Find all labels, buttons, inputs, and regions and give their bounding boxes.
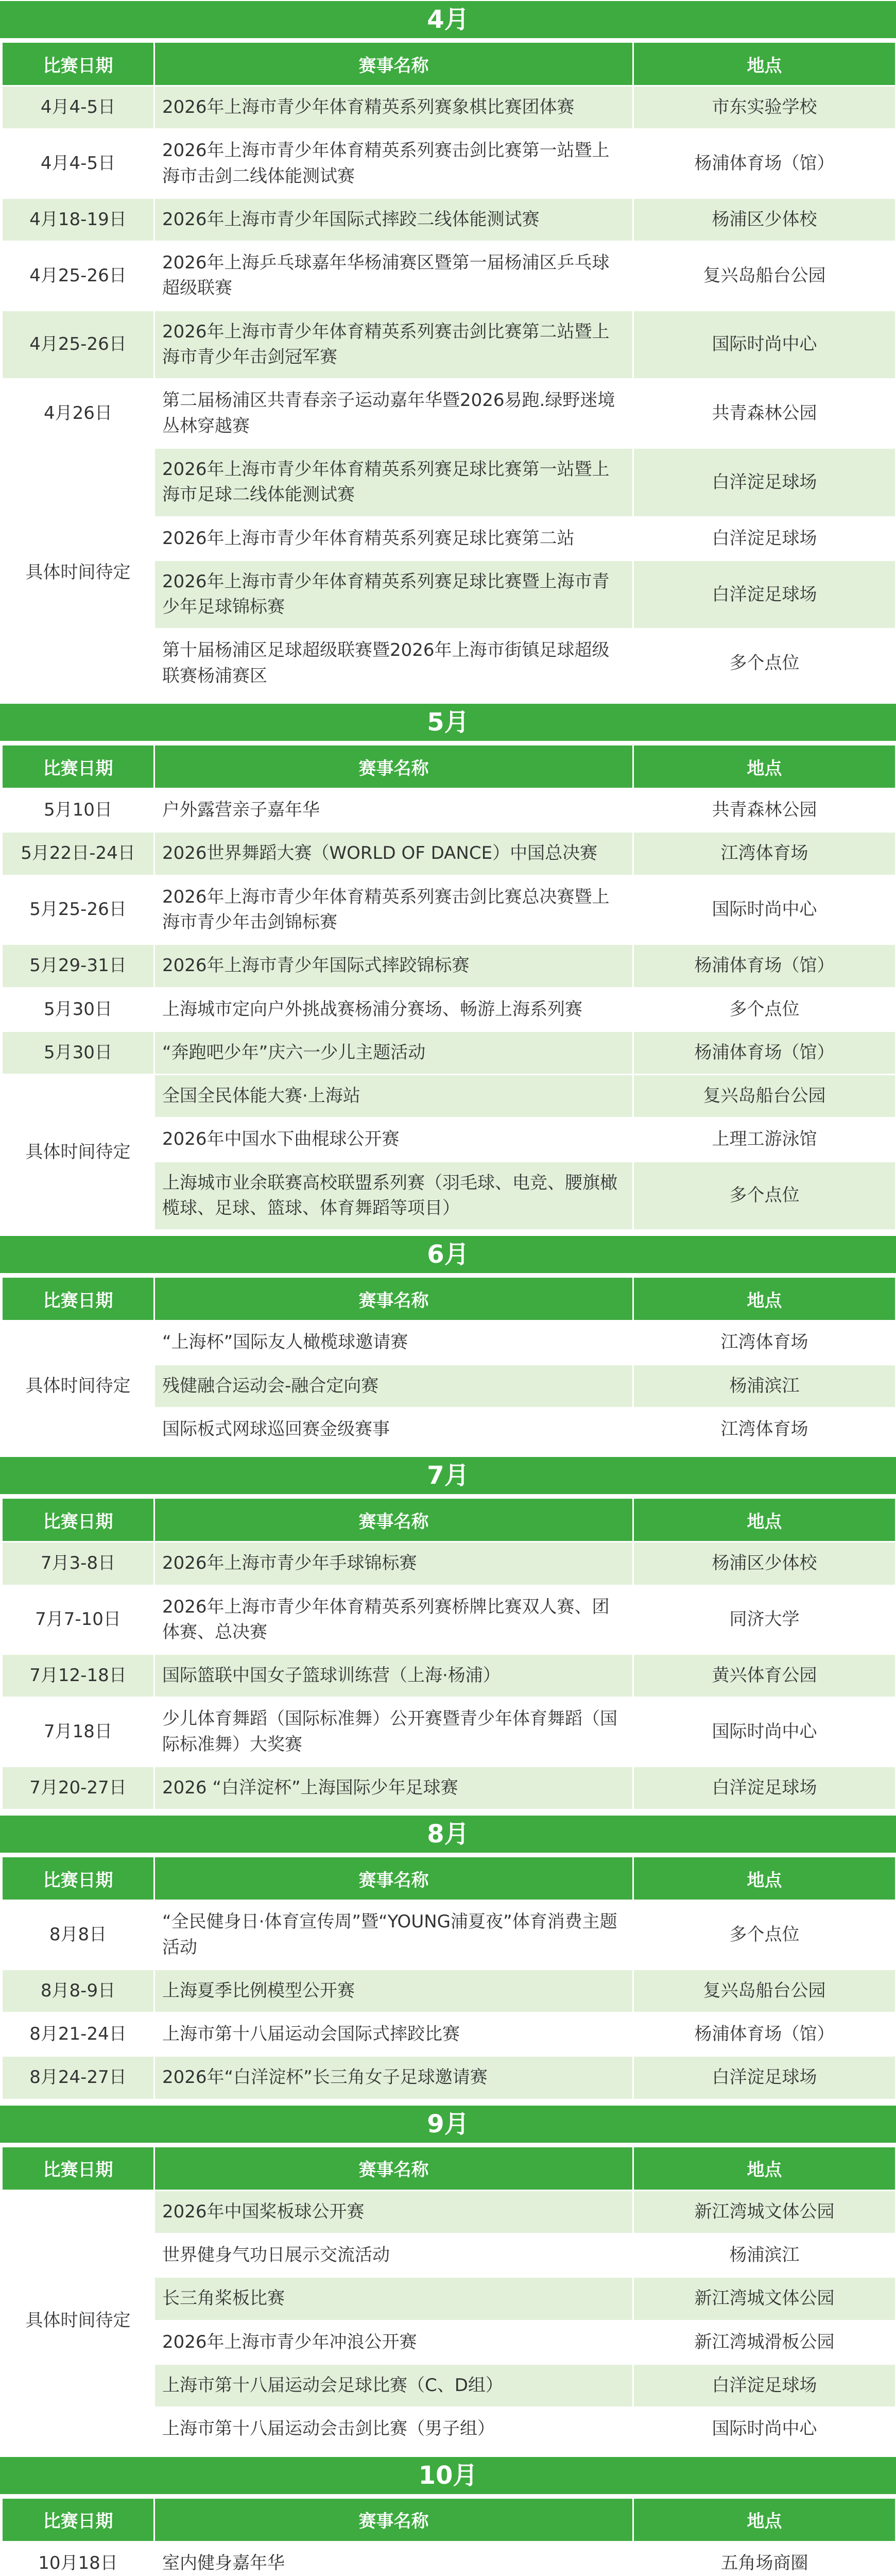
event-venue: 白洋淀足球场	[633, 560, 896, 629]
event-date: 具体时间待定	[2, 1075, 154, 1230]
event-date: 5月29-31日	[2, 944, 154, 988]
event-name: 全国全民体能大赛·上海站	[154, 1075, 633, 1118]
table-row	[2, 832, 896, 875]
header-date: 比赛日期	[2, 1277, 154, 1321]
event-name: 2026年上海市青少年体育精英系列赛足球比赛第二站	[154, 517, 633, 560]
event-name: 国际篮联中国女子篮球训练营（上海·杨浦）	[154, 1654, 633, 1698]
schedule-table	[1, 744, 896, 1231]
event-name: 2026年上海乒乓球嘉年华杨浦赛区暨第一届杨浦区乒乓球超级联赛	[154, 242, 633, 311]
event-date: 7月7-10日	[2, 1585, 154, 1654]
event-venue: 多个点位	[633, 988, 896, 1031]
table-header-row	[2, 1857, 896, 1901]
event-name: “上海杯”国际友人橄榄球邀请赛	[154, 1321, 633, 1364]
event-date: 7月20-27日	[2, 1766, 154, 1809]
table-header-row	[2, 2498, 896, 2541]
event-venue: 白洋淀足球场	[633, 1766, 896, 1809]
header-name: 赛事名称	[154, 2498, 633, 2541]
event-venue: 白洋淀足球场	[633, 448, 896, 517]
event-date: 10月18日	[2, 2541, 154, 2576]
event-name: 2026年上海市青少年体育精英系列赛足球比赛第一站暨上海市足球二线体能测试赛	[154, 448, 633, 517]
event-venue: 杨浦滨江	[633, 2234, 896, 2277]
header-venue: 地点	[633, 1498, 896, 1542]
event-venue: 杨浦区少体校	[633, 1542, 896, 1585]
event-date: 8月8日	[2, 1901, 154, 1970]
header-venue: 地点	[633, 2146, 896, 2190]
event-venue: 白洋淀足球场	[633, 2364, 896, 2407]
table-row	[2, 1766, 896, 1809]
event-venue: 共青森林公园	[633, 379, 896, 448]
month-section	[0, 2457, 896, 2576]
event-date: 具体时间待定	[2, 2190, 154, 2451]
event-venue: 国际时尚中心	[633, 1698, 896, 1767]
table-row	[2, 1654, 896, 1698]
header-venue: 地点	[633, 1857, 896, 1901]
header-name: 赛事名称	[154, 1857, 633, 1901]
event-venue: 国际时尚中心	[633, 2408, 896, 2451]
event-venue: 共青森林公园	[633, 789, 896, 832]
month-section	[0, 1, 896, 699]
table-row	[2, 2013, 896, 2056]
event-venue: 国际时尚中心	[633, 875, 896, 944]
event-name: 2026世界舞蹈大赛（WORLD OF DANCE）中国总决赛	[154, 832, 633, 875]
month-title: 7月	[0, 1457, 896, 1494]
event-name: 2026年上海市青少年体育精英系列赛击剑比赛第二站暨上海市青少年击剑冠军赛	[154, 310, 633, 379]
event-name: 长三角桨板比赛	[154, 2277, 633, 2320]
month-section	[0, 1457, 896, 1810]
table-row	[2, 1031, 896, 1074]
header-name: 赛事名称	[154, 42, 633, 86]
event-date: 8月8-9日	[2, 1969, 154, 2012]
event-date: 8月21-24日	[2, 2013, 154, 2056]
event-name: 2026年上海市青少年体育精英系列赛桥牌比赛双人赛、团体赛、总决赛	[154, 1585, 633, 1654]
header-name: 赛事名称	[154, 1498, 633, 1542]
event-name: 世界健身气功日展示交流活动	[154, 2234, 633, 2277]
event-name: 2026年上海市青少年体育精英系列赛击剑比赛第一站暨上海市击剑二线体能测试赛	[154, 129, 633, 198]
event-name: 2026年上海市青少年体育精英系列赛足球比赛暨上海市青少年足球锦标赛	[154, 560, 633, 629]
header-name: 赛事名称	[154, 1277, 633, 1321]
schedule-table	[1, 1497, 896, 1810]
table-row	[2, 1542, 896, 1585]
event-venue: 复兴岛船台公园	[633, 242, 896, 311]
event-name: 户外露营亲子嘉年华	[154, 789, 633, 832]
header-date: 比赛日期	[2, 1498, 154, 1542]
event-venue: 杨浦体育场（馆）	[633, 2013, 896, 2056]
event-venue: 新江湾城文体公园	[633, 2190, 896, 2233]
event-date: 4月4-5日	[2, 129, 154, 198]
table-header-row	[2, 42, 896, 86]
header-venue: 地点	[633, 2498, 896, 2541]
month-section	[0, 1816, 896, 2100]
event-date: 5月30日	[2, 988, 154, 1031]
event-venue: 白洋淀足球场	[633, 517, 896, 560]
table-header-row	[2, 745, 896, 789]
event-date: 7月18日	[2, 1698, 154, 1767]
event-venue: 江湾体育场	[633, 1408, 896, 1451]
event-name: 2026年上海市青少年体育精英系列赛象棋比赛团体赛	[154, 86, 633, 129]
event-name: 2026年上海市青少年国际式摔跤锦标赛	[154, 944, 633, 988]
event-venue: 复兴岛船台公园	[633, 1969, 896, 2012]
event-name: 室内健身嘉年华	[154, 2541, 633, 2576]
event-name: 国际板式网球巡回赛金级赛事	[154, 1408, 633, 1451]
event-date: 5月22日-24日	[2, 832, 154, 875]
table-row	[2, 86, 896, 129]
event-venue: 杨浦体育场（馆）	[633, 944, 896, 988]
event-name: 2026年上海市青少年手球锦标赛	[154, 1542, 633, 1585]
event-venue: 多个点位	[633, 1901, 896, 1970]
event-venue: 江湾体育场	[633, 1321, 896, 1364]
table-row	[2, 944, 896, 988]
event-name: 上海市第十八届运动会击剑比赛（男子组）	[154, 2408, 633, 2451]
event-venue: 市东实验学校	[633, 86, 896, 129]
event-venue: 同济大学	[633, 1585, 896, 1654]
table-row	[2, 310, 896, 379]
event-name: 上海城市定向户外挑战赛杨浦分赛场、畅游上海系列赛	[154, 988, 633, 1031]
event-date: 4月25-26日	[2, 242, 154, 311]
event-venue: 黄兴体育公园	[633, 1654, 896, 1698]
event-name: 2026年上海市青少年体育精英系列赛击剑比赛总决赛暨上海市青少年击剑锦标赛	[154, 875, 633, 944]
event-venue: 杨浦区少体校	[633, 198, 896, 241]
event-venue: 多个点位	[633, 1161, 896, 1230]
event-date: 具体时间待定	[2, 1321, 154, 1451]
month-title: 9月	[0, 2106, 896, 2143]
event-name: 上海市第十八届运动会足球比赛（C、D组）	[154, 2364, 633, 2407]
header-date: 比赛日期	[2, 745, 154, 789]
event-venue: 新江湾城文体公园	[633, 2277, 896, 2320]
event-venue: 复兴岛船台公园	[633, 1075, 896, 1118]
event-venue: 白洋淀足球场	[633, 2056, 896, 2099]
event-date: 5月25-26日	[2, 875, 154, 944]
event-name: 上海城市业余联赛高校联盟系列赛（羽毛球、电竞、腰旗橄榄球、足球、篮球、体育舞蹈等项目）	[154, 1161, 633, 1230]
event-name: 第十届杨浦区足球超级联赛暨2026年上海市街镇足球超级联赛杨浦赛区	[154, 629, 633, 698]
event-venue: 杨浦体育场（馆）	[633, 1031, 896, 1074]
header-date: 比赛日期	[2, 2498, 154, 2541]
table-row	[2, 1969, 896, 2012]
header-venue: 地点	[633, 42, 896, 86]
table-row	[2, 1698, 896, 1767]
table-row	[2, 198, 896, 241]
event-date: 5月10日	[2, 789, 154, 832]
table-header-row	[2, 2146, 896, 2190]
schedule-table	[1, 1856, 896, 2100]
table-row	[2, 875, 896, 944]
event-name: 2026 “白洋淀杯”上海国际少年足球赛	[154, 1766, 633, 1809]
header-name: 赛事名称	[154, 2146, 633, 2190]
table-header-row	[2, 1498, 896, 1542]
event-date: 4月26日	[2, 379, 154, 448]
month-section	[0, 704, 896, 1231]
table-row	[2, 242, 896, 311]
table-row	[2, 789, 896, 832]
event-venue: 国际时尚中心	[633, 310, 896, 379]
event-name: 2026年中国桨板球公开赛	[154, 2190, 633, 2233]
header-venue: 地点	[633, 1277, 896, 1321]
event-date: 4月18-19日	[2, 198, 154, 241]
event-date: 7月12-18日	[2, 1654, 154, 1698]
event-name: “奔跑吧少年”庆六一少儿主题活动	[154, 1031, 633, 1074]
month-title: 10月	[0, 2457, 896, 2494]
header-date: 比赛日期	[2, 42, 154, 86]
event-venue: 杨浦体育场（馆）	[633, 129, 896, 198]
month-title: 4月	[0, 1, 896, 38]
event-name: 第二届杨浦区共青春亲子运动嘉年华暨2026易跑.绿野迷境丛林穿越赛	[154, 379, 633, 448]
event-date: 8月24-27日	[2, 2056, 154, 2099]
schedule-table	[1, 41, 896, 699]
event-date: 具体时间待定	[2, 448, 154, 698]
event-date: 5月30日	[2, 1031, 154, 1074]
schedule-table	[1, 2146, 896, 2452]
header-venue: 地点	[633, 745, 896, 789]
schedule-table	[1, 1276, 896, 1452]
event-name: 2026年上海市青少年冲浪公开赛	[154, 2320, 633, 2364]
event-name: 残健融合运动会-融合定向赛	[154, 1364, 633, 1408]
event-name: 2026年中国水下曲棍球公开赛	[154, 1118, 633, 1161]
table-row	[2, 2541, 896, 2576]
schedule-table	[1, 2497, 896, 2576]
table-row	[2, 379, 896, 448]
event-name: 2026年上海市青少年国际式摔跤二线体能测试赛	[154, 198, 633, 241]
event-venue: 新江湾城滑板公园	[633, 2320, 896, 2364]
event-name: 上海市第十八届运动会国际式摔跤比赛	[154, 2013, 633, 2056]
table-row	[2, 1321, 896, 1364]
event-date: 4月4-5日	[2, 86, 154, 129]
event-name: 2026年“白洋淀杯”长三角女子足球邀请赛	[154, 2056, 633, 2099]
event-name: 少儿体育舞蹈（国际标准舞）公开赛暨青少年体育舞蹈（国际标准舞）大奖赛	[154, 1698, 633, 1767]
event-venue: 多个点位	[633, 629, 896, 698]
month-section	[0, 2106, 896, 2452]
event-venue: 江湾体育场	[633, 832, 896, 875]
header-name: 赛事名称	[154, 745, 633, 789]
event-name: “全民健身日·体育宣传周”暨“YOUNG浦夏夜”体育消费主题活动	[154, 1901, 633, 1970]
month-title: 8月	[0, 1816, 896, 1853]
month-title: 5月	[0, 704, 896, 741]
table-row	[2, 2190, 896, 2233]
event-date: 7月3-8日	[2, 1542, 154, 1585]
event-date: 4月25-26日	[2, 310, 154, 379]
header-date: 比赛日期	[2, 2146, 154, 2190]
table-row	[2, 129, 896, 198]
table-row	[2, 1901, 896, 1970]
header-date: 比赛日期	[2, 1857, 154, 1901]
table-row	[2, 2056, 896, 2099]
event-name: 上海夏季比例模型公开赛	[154, 1969, 633, 2012]
event-venue: 上理工游泳馆	[633, 1118, 896, 1161]
table-row	[2, 448, 896, 517]
month-title: 6月	[0, 1236, 896, 1273]
month-section	[0, 1236, 896, 1452]
table-row	[2, 1585, 896, 1654]
table-row	[2, 988, 896, 1031]
table-header-row	[2, 1277, 896, 1321]
event-venue: 五角场商圈	[633, 2541, 896, 2576]
event-venue: 杨浦滨江	[633, 1364, 896, 1408]
table-row	[2, 1075, 896, 1118]
